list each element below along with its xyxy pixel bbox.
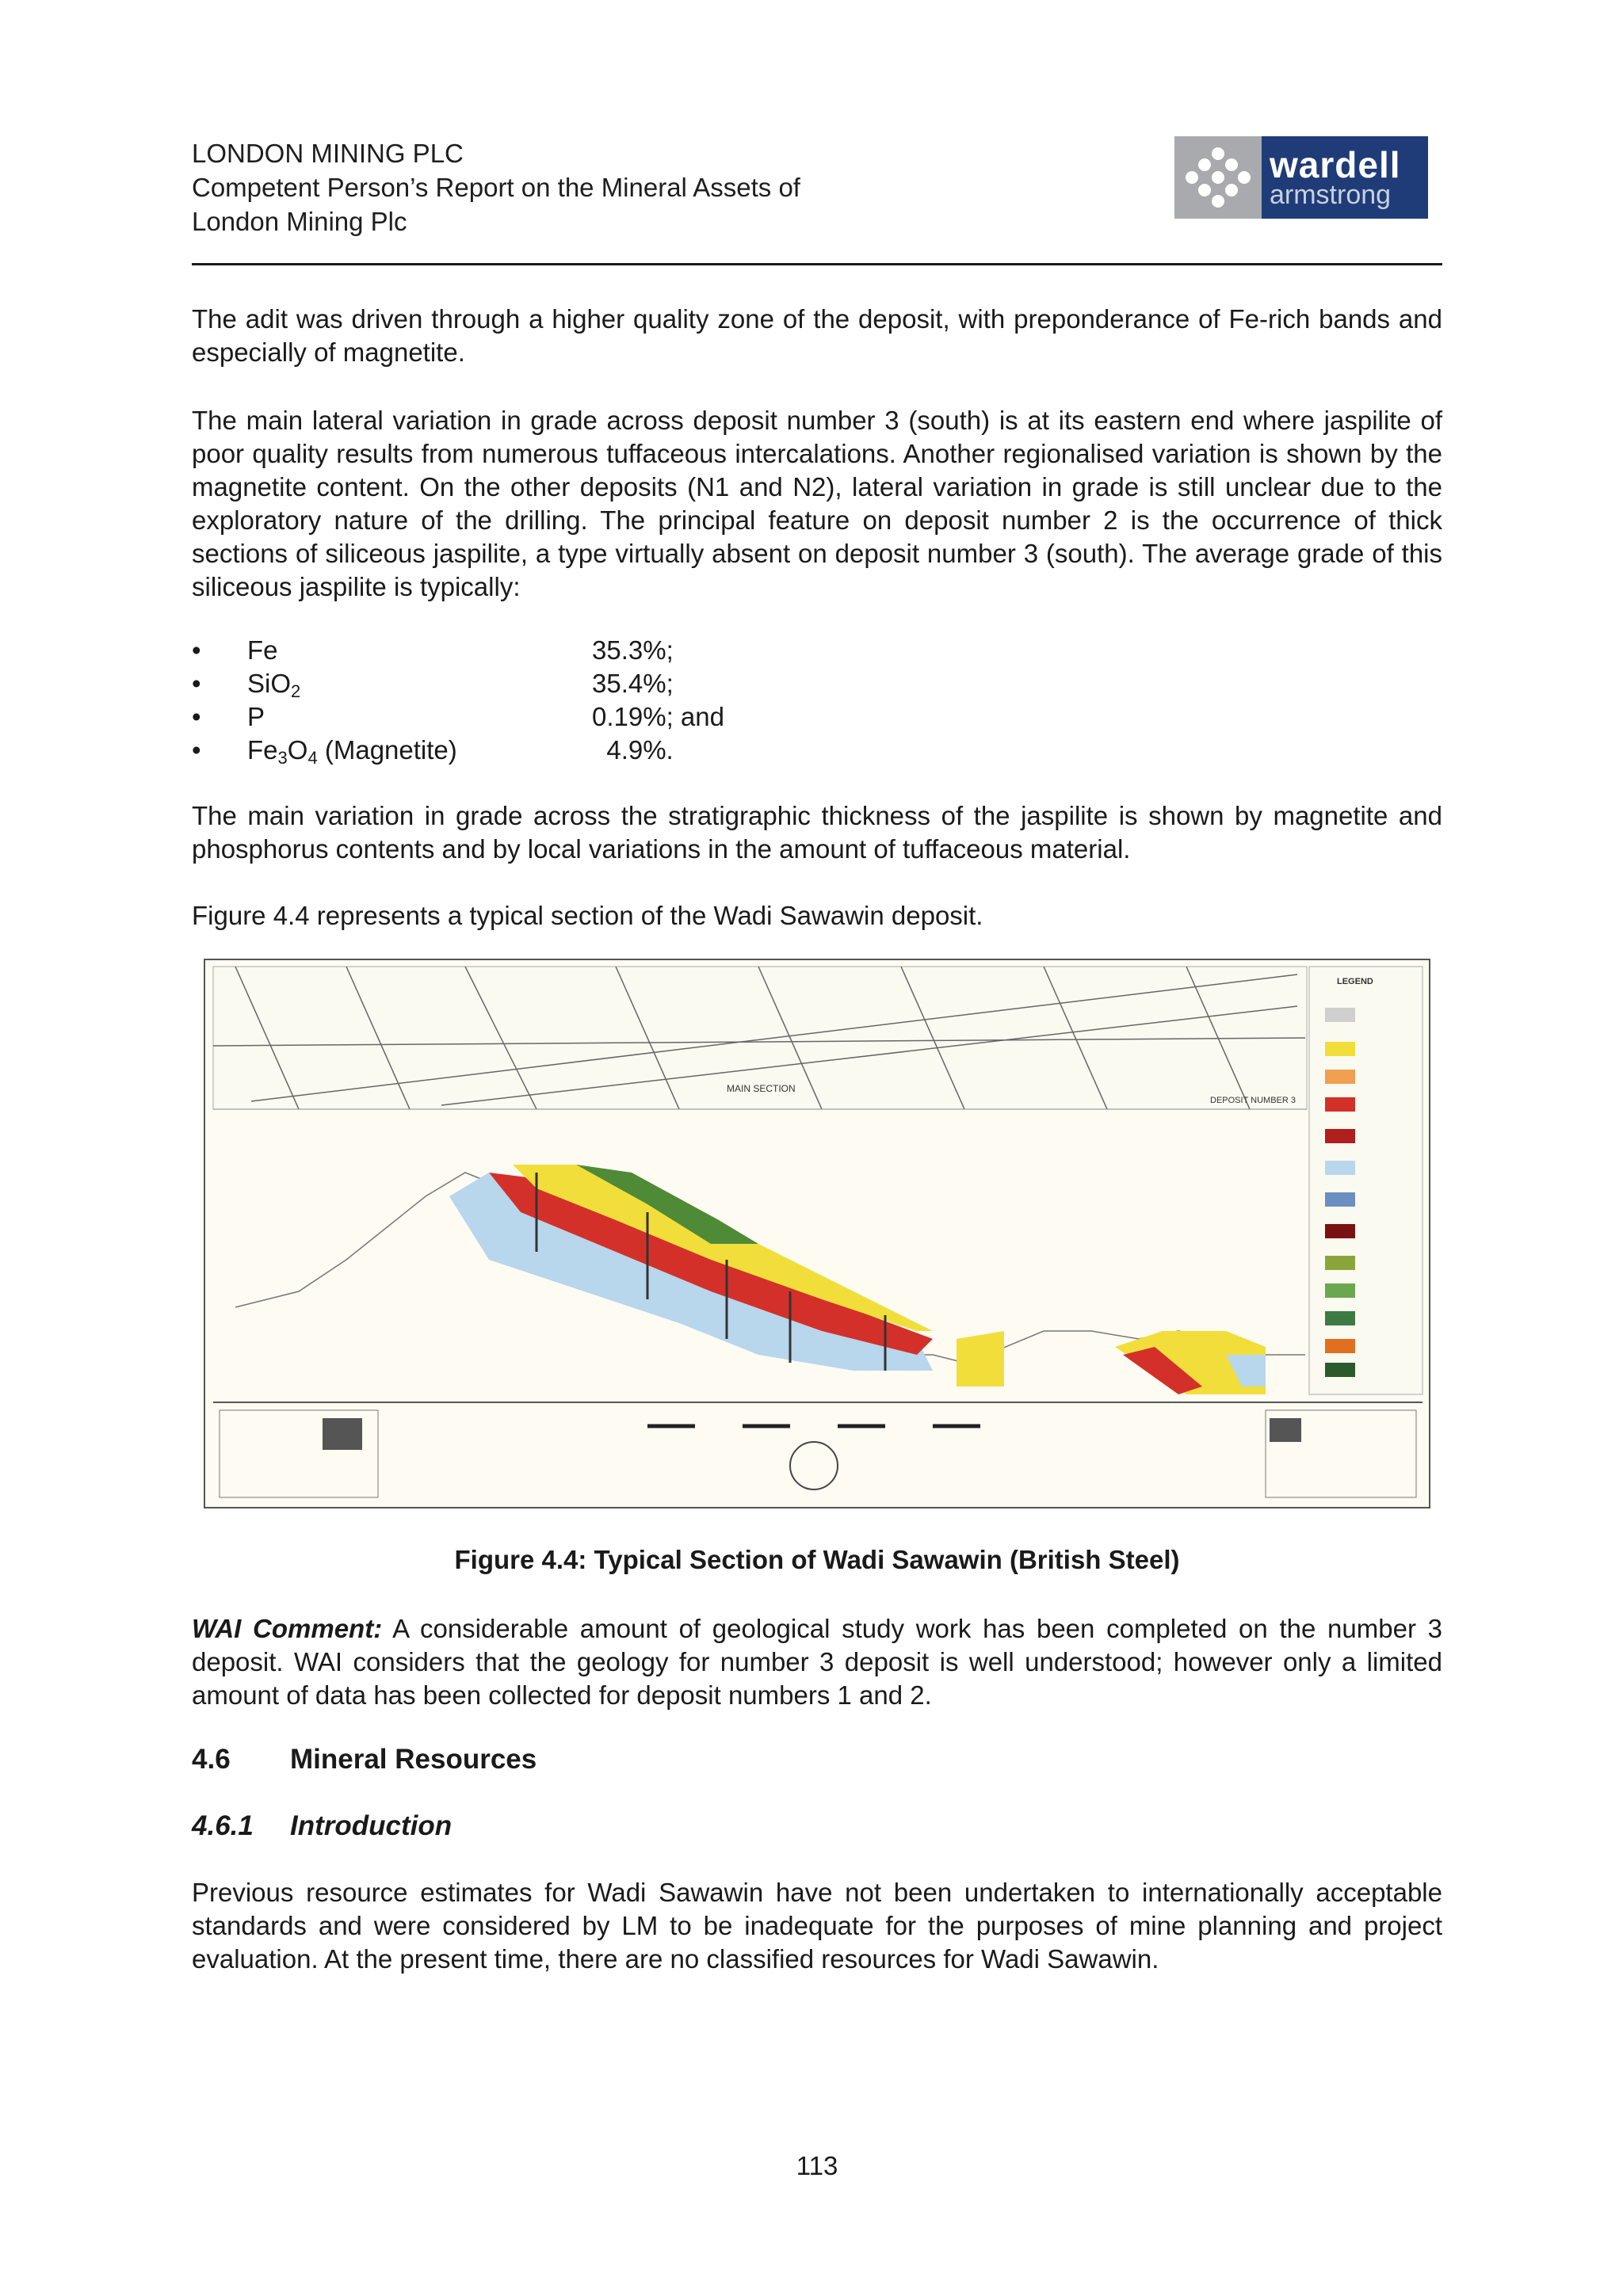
list-item [192, 700, 984, 734]
bullet-marker: • [192, 735, 201, 765]
element-name: SiO$_2$ [247, 669, 301, 701]
element-name: Fe [247, 635, 278, 665]
logo-word-wardell: wardell [1270, 144, 1401, 185]
element-name: P [247, 702, 265, 731]
paragraph-figure-reference: Figure 4.4 represents a typical section of the Wadi Sawawin deposit. [192, 901, 983, 930]
element-value: 35.4%; [592, 669, 674, 698]
deposit-label: DEPOSIT NUMBER 3 [1210, 1096, 1296, 1105]
wai-comment-text: A considerable amount of geological study work has been completed on the number 3 deposit. WAI considers that the geology for number 3 deposit is well understood; however only a limited amount of data has been collected for deposit numbers 1 and 2. [192, 1614, 1442, 1710]
figure-caption: Figure 4.4: Typical Section of Wadi Sawawin (British Steel) [454, 1545, 1180, 1574]
heading-number: 4.6.1 [192, 1810, 254, 1841]
section-heading-4-6 [192, 1743, 537, 1776]
logo-word-armstrong: armstrong [1270, 180, 1392, 210]
wai-comment-label: WAI Comment: [192, 1614, 383, 1643]
list-item [192, 634, 984, 667]
section-heading-4-6-1 [192, 1810, 452, 1843]
paragraph-stratigraphic-variation: The main variation in grade across the stratigraphic thickness of the jaspilite is shown by magnetite and phosphorus contents and by local variations in the amount of tuffaceous material. [192, 801, 1442, 864]
paragraph-resource-introduction: Previous resource estimates for Wadi Sawawin have not been undertaken to internationally acceptable standards and were considered by LM to be inadequate for the purposes of mine planning and project evaluation. At the present time, there are no classified resources for Wadi Sawawin. [192, 1878, 1442, 1974]
legend-title: LEGEND [1337, 977, 1373, 986]
element-value: 0.19%; and [592, 702, 724, 731]
bullet-marker: • [192, 702, 201, 731]
geological-section-figure [204, 959, 1430, 1508]
bullet-marker: • [192, 669, 201, 698]
bullet-marker: • [192, 635, 201, 665]
page-number: 113 [796, 2151, 838, 2180]
heading-number: 4.6 [192, 1744, 231, 1775]
element-value: 35.3%; [592, 635, 674, 665]
page-header [192, 136, 1442, 267]
heading-title: Introduction [290, 1810, 453, 1841]
header-client: London Mining Plc [192, 207, 407, 236]
header-rule [192, 263, 1442, 265]
paragraph-adit: The adit was driven through a higher quality zone of the deposit, with preponderance of Fe-rich bands and especially of magnetite. [192, 304, 1442, 367]
section-label: MAIN SECTION [727, 1083, 796, 1094]
logo-mark-icon [1174, 136, 1262, 219]
wardell-armstrong-logo [1174, 136, 1428, 219]
paragraph-lateral-variation: The main lateral variation in grade across deposit number 3 (south) is at its eastern end where jaspilite of poor quality results from numerous tuffaceous intercalations. Another regionalised variation is shown by the magnetite content. On the other deposits (N1 and N2), lateral variation in grade is still unclear due to the exploratory nature of the drilling. The principal feature on deposit number 2 is the occurrence of thick sections of siliceous jaspilite, a type virtually absent on deposit number 3 (south). The average grade of this siliceous jaspilite is typically: [192, 406, 1442, 601]
heading-title: Mineral Resources [290, 1744, 537, 1775]
paragraph-wai-comment [192, 1612, 1442, 1712]
header-company: LONDON MINING PLC [192, 139, 464, 168]
list-item [192, 667, 984, 700]
element-value: 4.9%. [592, 735, 674, 765]
element-name: $Fe_3O_4$ (Magnetite) [247, 735, 457, 768]
header-report-title: Competent Person’s Report on the Mineral Assets of [192, 173, 800, 202]
grade-list [192, 634, 984, 767]
logo-wordmark [1262, 136, 1428, 219]
list-item [192, 734, 984, 767]
